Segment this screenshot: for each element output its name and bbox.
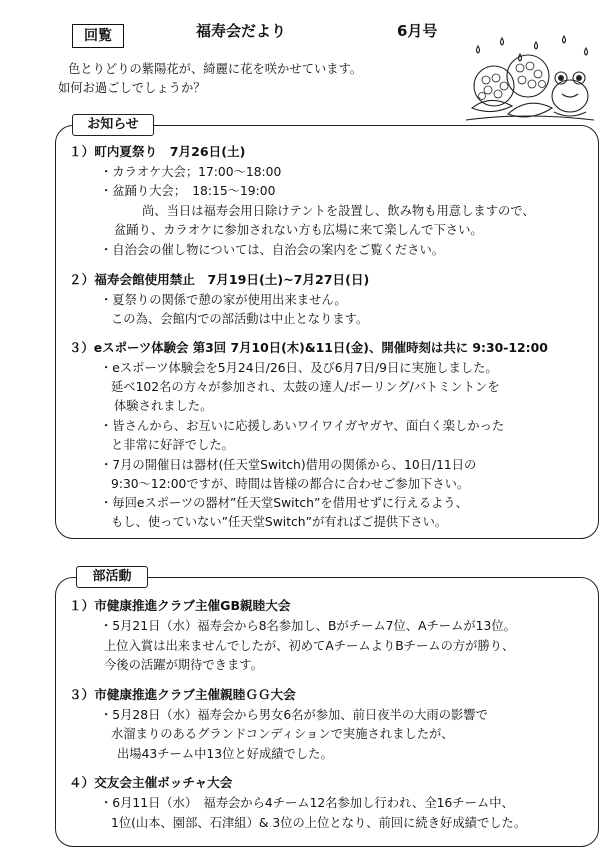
notice-line: 尚、当日は福寿会用日除けテントを設置し、飲み物も用意しますので、 bbox=[142, 204, 535, 218]
notice-line: 盆踊り、カラオケに参加されない方も広場に来て楽しんで下さい。 bbox=[114, 223, 483, 237]
notice-line: もし、使っていない”任天堂Switch”が有ればご提供下さい。 bbox=[111, 515, 448, 529]
frog-hydrangea-icon bbox=[458, 34, 596, 126]
notice-line: ・盆踊り大会； 18:15～19:00 bbox=[100, 184, 276, 198]
club-line: ・5月28日（水）福寿会から男女6名が参加、前日夜半の大雨の影響で bbox=[100, 708, 488, 722]
club-tag: 部活動 bbox=[76, 566, 148, 588]
greeting-line: 如何お過ごしでしょうか？ bbox=[58, 81, 206, 95]
club-line: ・5月21日（水）福寿会から8名参加し、Bがチーム7位、Aチームが13位。 bbox=[100, 619, 516, 633]
circular-tag: 回覧 bbox=[72, 24, 124, 48]
notice-line: 延べ102名の方々が参加され、太鼓の達人/ボーリング/バトミントンを bbox=[111, 380, 500, 394]
club-line: 1位(山本、園部、石津組）& 3位の上位となり、前回に続き好成績でした。 bbox=[111, 816, 527, 830]
newsletter-title: 福寿会だより bbox=[196, 22, 287, 40]
club-heading: ４）交友会主催ボッチャ大会 bbox=[69, 775, 233, 790]
notice-line: ・皆さんから、お互いに応援しあいワイワイガヤガヤ、面白く楽しかった bbox=[100, 419, 505, 433]
notice-line: ・7月の開催日は器材(任天堂Switch)借用の関係から、10日/11日の bbox=[100, 458, 477, 472]
notice-line: ・夏祭りの関係で憩の家が使用出来ません。 bbox=[100, 293, 347, 307]
notice-line: ・カラオケ大会；17:00～18:00 bbox=[100, 165, 282, 179]
club-heading: １）市健康推進クラブ主催GB親睦大会 bbox=[69, 598, 291, 613]
notice-line: ・eスポーツ体験会を5月24日/26日、及び6月7日/9日に実施しました。 bbox=[100, 361, 498, 375]
club-line: 今後の活躍が期待できます。 bbox=[104, 658, 263, 672]
notice-line: ・毎回eスポーツの器材”任天堂Switch”を借用せずに行えるよう、 bbox=[100, 496, 468, 510]
club-line: 水溜まりのあるグランドコンディションで実施されましたが、 bbox=[111, 727, 454, 741]
notice-tag: お知らせ bbox=[72, 114, 154, 136]
notice-heading: ２）福寿会館使用禁止 7月19日(土)~7月27日(日) bbox=[69, 272, 370, 287]
club-line: ・6月11日（水） 福寿会から4チーム12名参加し行われ、全16チーム中、 bbox=[100, 796, 514, 810]
notice-line: この為、会館内での部活動は中止となります。 bbox=[111, 312, 369, 326]
notice-heading: ３）eスポーツ体験会 第3回 7月10日(木)&11日(金)、開催時刻は共に 9:30-12:00 bbox=[69, 340, 548, 355]
notice-line: ・自治会の催し物については、自治会の案内をご覧ください。 bbox=[100, 243, 445, 257]
notice-line: 体験されました。 bbox=[114, 399, 213, 413]
notice-heading: １）町内夏祭り 7月26日(土) bbox=[69, 144, 246, 159]
notice-line: 9:30～12:00ですが、時間は皆様の都合に合わせご参加下さい。 bbox=[111, 477, 470, 491]
notice-line: と非常に好評でした。 bbox=[111, 438, 234, 452]
club-line: 出場43チーム中13位と好成績でした。 bbox=[117, 747, 333, 761]
greeting-line: 色とりどりの紫陽花が、綺麗に花を咲かせています。 bbox=[68, 62, 363, 76]
club-line: 上位入賞は出来ませんでしたが、初めてAチームよりBチームの方が勝り、 bbox=[104, 639, 515, 653]
issue-number: 6月号 bbox=[397, 22, 438, 40]
club-heading: ３）市健康推進クラブ主催親睦ＧＧ大会 bbox=[69, 687, 296, 702]
